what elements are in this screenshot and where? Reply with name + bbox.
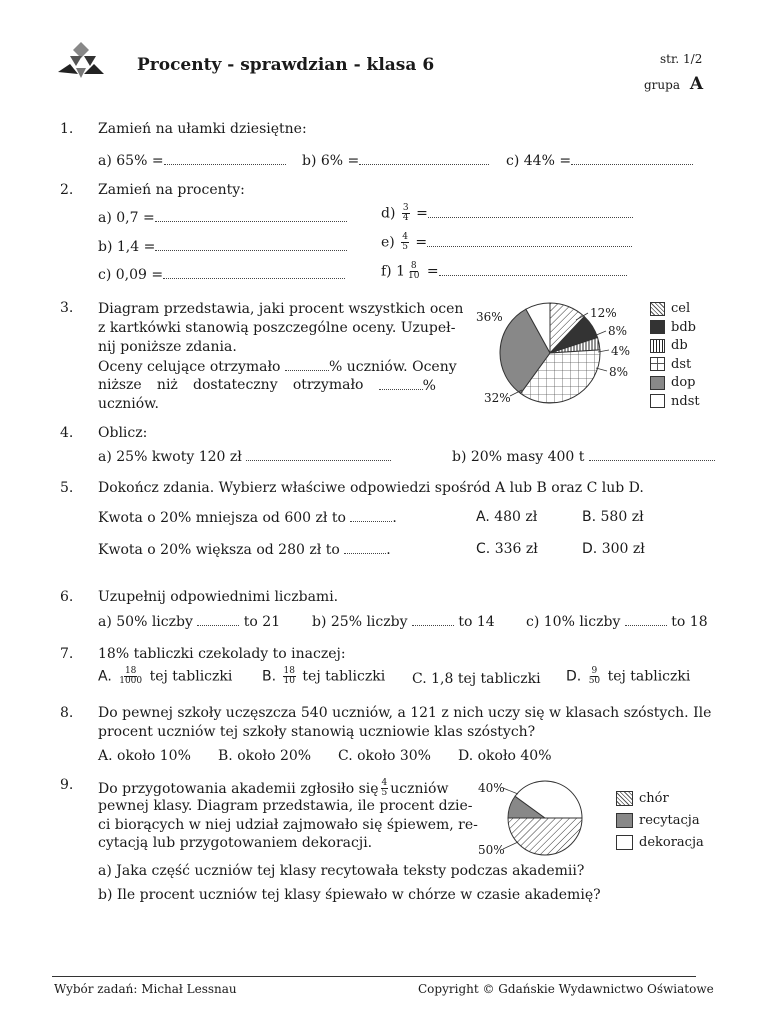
q9-line-4: cytacją lub przygotowaniem dekoracji.	[98, 835, 373, 851]
publisher-logo	[56, 40, 106, 80]
q3-s2b: niż	[156, 377, 178, 393]
legend-label: cel	[671, 301, 691, 316]
q6-c1: c) 10% liczby	[526, 614, 621, 630]
denominator: 1000	[119, 676, 143, 686]
q6-b2: to 14	[458, 614, 495, 630]
pie-data-label: 4%	[611, 344, 631, 358]
pie-slice-chór	[508, 818, 582, 855]
pie-data-label: 40%	[478, 781, 505, 795]
q1-a-label: a) 65% =	[98, 153, 164, 169]
q6-b1: b) 25% liczby	[312, 614, 408, 630]
q9-line-1	[98, 779, 448, 798]
equals: =	[415, 234, 428, 251]
option-letter: B.	[582, 509, 597, 525]
q9-question-a: a) Jaka część uczniów tej klasy recytowała teksty podczas akademii?	[98, 863, 585, 879]
answer-blank[interactable]	[427, 234, 632, 247]
q8-option-a[interactable]: A. około 10%	[98, 748, 191, 764]
q7-option-a[interactable]	[98, 667, 232, 686]
q5-s2	[98, 541, 391, 558]
q9-number: 9.	[60, 777, 74, 793]
answer-blank[interactable]	[412, 613, 454, 626]
q3-s3: uczniów.	[98, 396, 159, 412]
footer-author: Wybór zadań: Michał Lessnau	[54, 982, 237, 996]
option-text: 336 zł	[494, 541, 538, 557]
numerator: 18	[283, 666, 295, 676]
q8-option-d[interactable]: D. około 40%	[458, 748, 552, 764]
q8-option-c[interactable]: C. około 30%	[338, 748, 431, 764]
group-label	[644, 74, 703, 94]
q1-a	[98, 152, 286, 169]
option-text: tej tabliczki	[149, 668, 233, 685]
q8-number: 8.	[60, 705, 74, 721]
page-number: str. 1/2	[660, 52, 703, 66]
q2-f	[381, 262, 627, 281]
equals: =	[426, 263, 439, 280]
legend-label: dop	[671, 375, 696, 390]
q3-s1b: % uczniów. Oceny	[328, 359, 457, 375]
legend-label: chór	[639, 791, 669, 806]
q3-text	[98, 300, 463, 357]
q2-text: Zamień na procenty:	[98, 182, 245, 198]
q3-line: z kartkówki stanowią poszczególne oceny. Uzupeł-	[98, 320, 456, 336]
q2-b	[98, 238, 347, 255]
q8-line-1: Do pewnej szkoły uczęszcza 540 uczniów, a 121 z nich uczy się w klasach szóstych. Ile	[98, 705, 712, 721]
q5-s1	[98, 509, 397, 526]
pie-data-label: 8%	[609, 365, 629, 379]
denominator: 50	[588, 676, 601, 686]
q5-option-c[interactable]	[476, 541, 538, 557]
q3-sentence-1	[98, 358, 457, 375]
fraction	[407, 262, 420, 281]
q6-c2: to 18	[671, 614, 708, 630]
q3-number: 3.	[60, 300, 74, 316]
q3-s2c: dostateczny	[193, 377, 278, 393]
q2-d	[381, 204, 633, 223]
numerator: 4	[381, 778, 388, 788]
answer-blank[interactable]	[197, 613, 239, 626]
q7-text: 18% tabliczki czekolady to inaczej:	[98, 646, 346, 662]
fraction	[588, 667, 601, 686]
legend-item-dst	[650, 356, 700, 375]
q2-c	[98, 266, 345, 283]
q6-a2: to 21	[243, 614, 281, 630]
q4-b	[452, 448, 715, 465]
page-title: Procenty - sprawdzian - klasa 6	[137, 55, 435, 75]
q6-number: 6.	[60, 589, 74, 605]
legend-swatch	[650, 376, 665, 390]
q6-c	[526, 613, 708, 630]
legend-item-cel	[650, 300, 700, 319]
legend-item-chor	[616, 788, 704, 810]
answer-blank[interactable]	[344, 541, 386, 554]
legend-swatch	[616, 835, 633, 850]
pie-slices	[508, 781, 582, 855]
answer-blank[interactable]	[571, 152, 693, 165]
numerator: 18	[124, 666, 137, 676]
q3-line: Diagram przedstawia, jaki procent wszystkich ocen	[98, 301, 464, 317]
q6-a1: a) 50% liczby	[98, 614, 193, 630]
q8-option-b[interactable]: B. około 20%	[218, 748, 312, 764]
q9-question-b: b) Ile procent uczniów tej klasy śpiewało w chórze w czasie akademię?	[98, 887, 601, 903]
pie-data-label: 12%	[590, 306, 617, 320]
grades-legend	[650, 300, 700, 411]
q1-c-label: c) 44% =	[506, 153, 572, 169]
q3-line: nij poniższe zdania.	[98, 339, 237, 355]
group-letter: A	[689, 74, 704, 94]
q5-option-a[interactable]	[476, 509, 537, 525]
answer-blank[interactable]	[246, 448, 391, 461]
legend-swatch	[650, 320, 665, 334]
option-text: tej tabliczki	[607, 668, 691, 685]
q8-line-2: procent uczniów tej szkoły stanowią uczniowie klas szóstych?	[98, 724, 536, 740]
q5-text: Dokończ zdania. Wybierz właściwe odpowiedzi spośród A lub B oraz C lub D.	[98, 480, 644, 496]
q5-s1-text: Kwota o 20% mniejsza od 600 zł to	[98, 510, 346, 526]
answer-blank[interactable]	[625, 613, 667, 626]
legend-item-ndst	[650, 393, 700, 412]
legend-label: ndst	[671, 393, 700, 409]
option-letter: C.	[476, 541, 491, 557]
answer-blank[interactable]	[359, 152, 489, 165]
q2-b-label: b) 1,4 =	[98, 239, 156, 255]
q1-text: Zamień na ułamki dziesiętne:	[98, 121, 307, 137]
denominator: 4	[402, 213, 409, 223]
answer-blank[interactable]	[155, 238, 347, 251]
q4-text: Oblicz:	[98, 425, 148, 441]
q5-number: 5.	[60, 480, 74, 496]
answer-blank[interactable]	[589, 448, 715, 461]
q3-s2e: %	[422, 378, 436, 394]
label-leader-line	[503, 842, 518, 849]
q2-c-label: c) 0,09 =	[98, 267, 164, 283]
legend-label: db	[671, 338, 688, 353]
pie-data-label: 32%	[484, 391, 511, 405]
q1-c	[506, 152, 693, 169]
q2-a-label: a) 0,7 =	[98, 210, 155, 226]
q2-e	[381, 233, 632, 252]
q9-line-3: ci biorących w niej udział zajmowało się śpiewem, re-	[98, 817, 478, 833]
answer-blank[interactable]	[428, 205, 633, 218]
grades-pie-chart	[450, 298, 650, 413]
pie-data-label: 36%	[476, 310, 503, 324]
q2-f-label: f) 1	[381, 263, 406, 280]
option-letter: A.	[98, 668, 112, 685]
q9-l1a: Do przygotowania akademii zgłosiło się	[98, 780, 379, 797]
legend-swatch	[650, 339, 665, 353]
q7-number: 7.	[60, 646, 74, 662]
q7-option-c[interactable]: C. 1,8 tej tabliczki	[412, 671, 541, 687]
q2-a	[98, 209, 347, 226]
legend-label: dst	[671, 356, 692, 372]
legend-label: recytacja	[639, 813, 700, 828]
q1-number: 1.	[60, 121, 74, 137]
legend-label: bdb	[671, 319, 696, 335]
option-text: 480 zł	[494, 509, 538, 525]
q1-b-label: b) 6% =	[302, 153, 360, 169]
q3-s1a: Oceny celujące otrzymało	[98, 359, 281, 375]
fraction	[402, 204, 410, 223]
numerator: 9	[591, 666, 598, 676]
q4-b-label: b) 20% masy 400 t	[452, 449, 585, 465]
numerator: 3	[402, 203, 409, 213]
legend-label: dekoracja	[639, 835, 704, 850]
fraction	[283, 667, 296, 686]
answer-blank[interactable]	[379, 377, 423, 390]
option-letter: B.	[262, 668, 277, 685]
fraction	[118, 667, 143, 686]
period: .	[392, 510, 397, 526]
pie-data-label: 8%	[608, 324, 628, 338]
legend-swatch	[616, 813, 633, 828]
legend-item-recytacja	[616, 810, 704, 832]
equals: =	[416, 205, 428, 222]
legend-item-dop	[650, 374, 700, 393]
q4-a	[98, 448, 391, 465]
q2-number: 2.	[60, 182, 74, 198]
q7-option-d[interactable]	[566, 667, 690, 686]
q3-s2a: niższe	[98, 377, 142, 393]
legend-swatch	[616, 791, 633, 806]
answer-blank[interactable]	[163, 266, 345, 279]
pie-data-label: 50%	[478, 843, 505, 857]
option-text: tej tabliczki	[302, 668, 386, 685]
answer-blank[interactable]	[285, 358, 329, 371]
akademia-legend	[616, 788, 704, 854]
legend-item-dekoracja	[616, 832, 704, 854]
option-text: 580 zł	[600, 509, 644, 525]
legend-swatch	[650, 394, 665, 408]
q4-a-label: a) 25% kwoty 120 zł	[98, 449, 242, 465]
fraction	[401, 233, 409, 252]
legend-item-bdb	[650, 319, 700, 338]
group-label-text: grupa	[644, 78, 680, 92]
numerator: 4	[402, 232, 408, 242]
denominator: 5	[381, 788, 388, 798]
answer-blank[interactable]	[164, 152, 286, 165]
option-text: 300 zł	[601, 541, 645, 557]
fraction	[381, 779, 389, 798]
answer-blank[interactable]	[155, 209, 347, 222]
q6-text: Uzupełnij odpowiednimi liczbami.	[98, 589, 339, 605]
q6-a	[98, 613, 280, 630]
q1-b	[302, 152, 489, 169]
label-leader-line	[503, 788, 518, 794]
q6-b	[312, 613, 495, 630]
period: .	[386, 542, 391, 558]
q5-option-b[interactable]	[582, 509, 644, 525]
legend-swatch	[650, 357, 665, 371]
option-letter: D.	[582, 541, 598, 557]
q3-sentence-2	[98, 377, 436, 394]
option-letter: D.	[566, 668, 582, 685]
option-letter: A.	[476, 509, 490, 525]
pie-slices	[500, 303, 600, 403]
q9-l1b: uczniów	[390, 780, 449, 797]
q2-d-label: d)	[381, 205, 396, 222]
answer-blank[interactable]	[439, 263, 627, 276]
denominator: 10	[283, 676, 295, 686]
answer-blank[interactable]	[350, 509, 392, 522]
footer-divider	[52, 976, 696, 977]
legend-item-db	[650, 337, 700, 356]
legend-swatch	[650, 302, 665, 316]
numerator: 8	[410, 261, 417, 271]
q3-s2d: otrzymało	[292, 377, 364, 393]
denominator: 10	[408, 271, 420, 281]
q2-e-label: e)	[381, 234, 395, 251]
q9-line-2: pewnej klasy. Diagram przedstawia, ile procent dzie-	[98, 798, 473, 814]
akademia-pie-chart	[470, 776, 610, 860]
footer-copyright: Copyright © Gdańskie Wydawnictwo Oświatowe	[418, 982, 714, 996]
denominator: 5	[402, 242, 408, 252]
q7-option-b[interactable]	[262, 667, 385, 686]
q4-number: 4.	[60, 425, 74, 441]
q5-s2-text: Kwota o 20% większa od 280 zł to	[98, 542, 340, 558]
q5-option-d[interactable]	[582, 541, 645, 557]
